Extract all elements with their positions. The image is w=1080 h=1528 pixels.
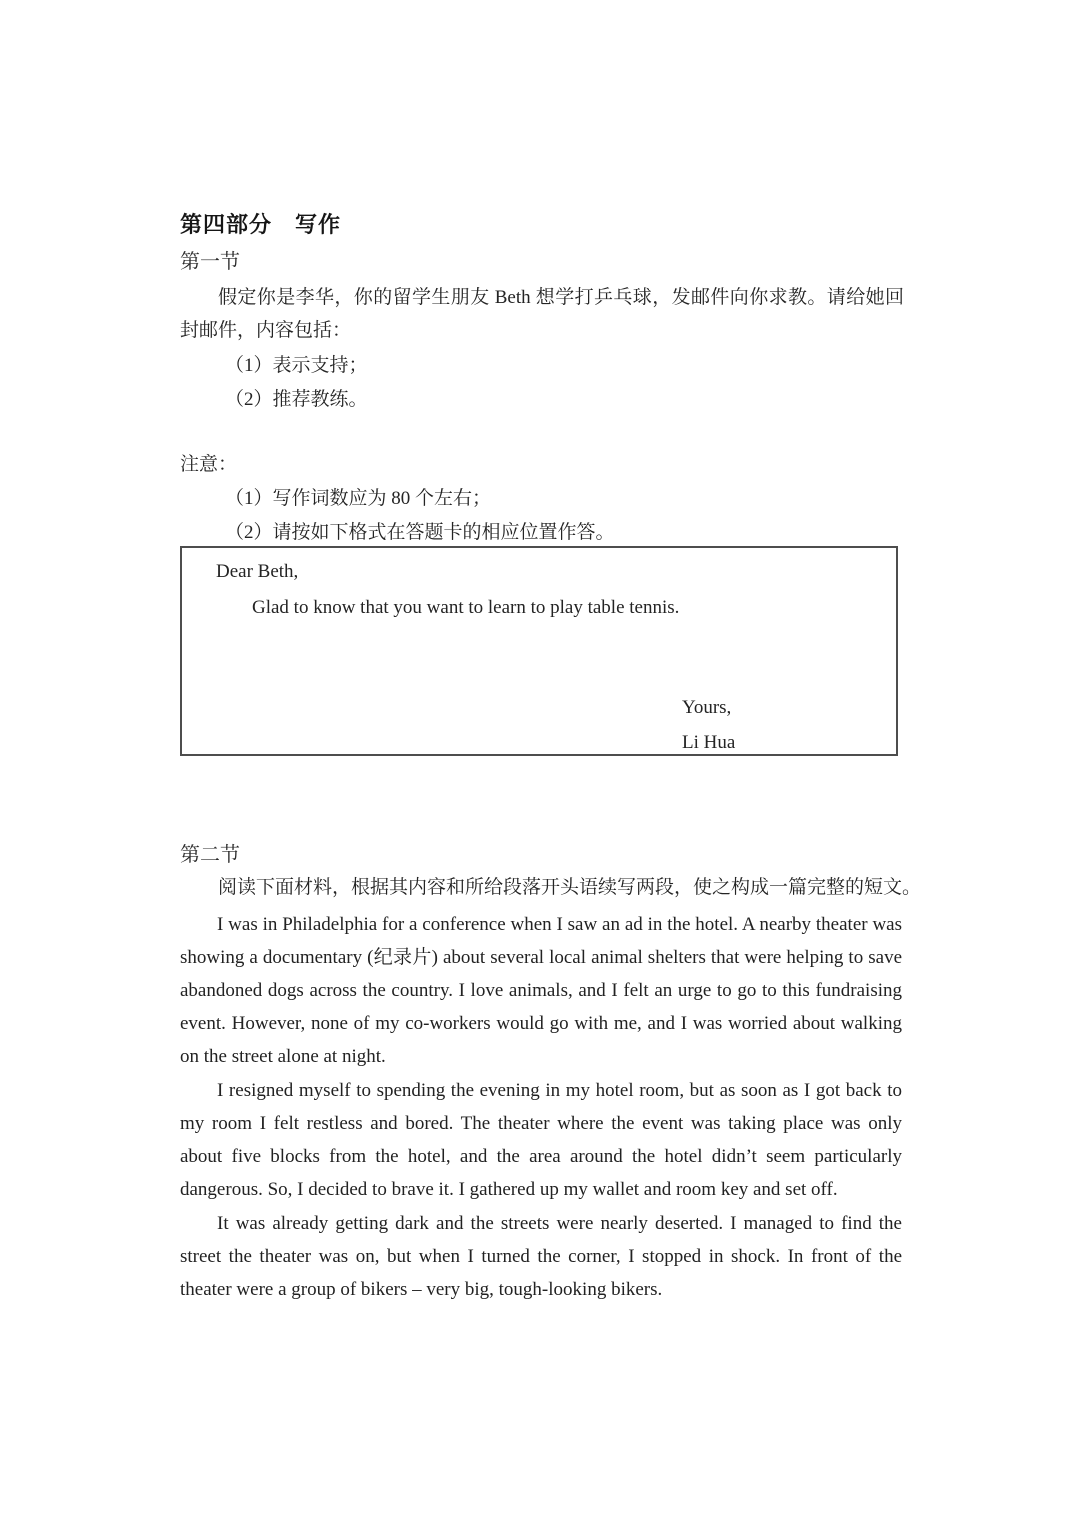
section-two-heading: 第二节 (180, 844, 240, 866)
letter-closing: Yours, (682, 697, 732, 718)
story-paragraph-3: It was already getting dark and the streets were nearly deserted. I managed to find the street the theater was on, but when I turned the corner, I stopped in shock. In front of the theater were a group of bikers – very big, tough-looking bikers. (180, 1213, 902, 1300)
notice-item-2: （2）请按如下格式在答题卡的相应位置作答。 (225, 522, 615, 543)
story-paragraph-1: I was in Philadelphia for a conference when I saw an ad in the hotel. A nearby theater was showing a documentary (纪录片) about several local animal shelters that were helping to save abandoned dogs across the country. I love animals, and I felt an urge to go to this fundraising event. However, none of my co-workers would go with me, and I was worried about walking on the street alone at night. (180, 914, 902, 1067)
task-point-2: （2）推荐教练。 (225, 389, 368, 410)
letter-signature: Li Hua (682, 732, 736, 753)
story-text (180, 908, 902, 1306)
section-one-heading: 第一节 (180, 251, 240, 273)
notice-item-1: （1）写作词数应为 80 个左右； (225, 488, 492, 509)
part-four-title: 第四部分 写作 (180, 212, 342, 237)
letter-salutation: Dear Beth, (216, 561, 299, 582)
letter-template-box (180, 546, 898, 756)
notice-label: 注意： (180, 454, 238, 475)
task-point-1: （1）表示支持； (225, 355, 368, 376)
letter-opening-sentence: Glad to know that you want to learn to play table tennis. (252, 597, 680, 618)
section-one-task-description: 假定你是李华，你的留学生朋友 Beth 想学打乒乓球，发邮件向你求教。请给她回封邮件，内容包括： (180, 287, 904, 341)
section-two-instruction: 阅读下面材料，根据其内容和所给段落开头语续写两段，使之构成一篇完整的短文。 (218, 877, 922, 898)
story-paragraph-2: I resigned myself to spending the evening in my hotel room, but as soon as I got back to my room I felt restless and bored. The theater where the event was taking place was only about five blocks from the hotel, and the area around the hotel didn’t seem particularly dangerous. So, I decided to brave it. I gathered up my wallet and room key and set off. (180, 1080, 902, 1200)
